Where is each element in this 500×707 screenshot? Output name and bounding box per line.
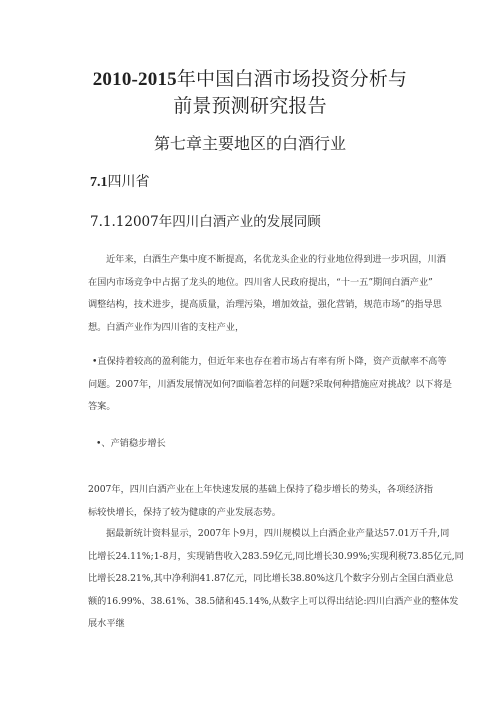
paragraph-3 [88,479,433,524]
section-heading [90,172,150,193]
paragraph-line: 额的16.99%、38.61%、38.5储和45.14%,从数字上可以得出结论:四川白酒产业的整体发 [88,595,459,607]
chapter-heading: 第七章主要地区的白酒行业 [153,134,346,153]
title-year-range: 2010-2015 [92,69,177,90]
paragraph-line: 比增长28.21%,其中净利润41.87亿元，同比增长38.80%这几个数字分别占全国白酒业总 [88,573,454,585]
section-number: 7.1 [90,175,108,190]
paragraph-line: 标较快增长，保持了较为健康的产业发展态势。 [88,506,281,518]
paragraph-4 [88,523,464,636]
paragraph-line: 在国内市场竞争中占据了龙头的地位。四川省人民政府提出，“十一五”期间白酒产业” [88,276,433,288]
paragraph-line: 据最新统计资料显示，2007年卜9月，四川规模以上白酒企业产量达57.01万千升,同 [106,528,450,539]
paragraph-line: •直保持着较高的盈利能力，但近年来也存在着市场占有率有所卜降，资产贡献率不高等 [92,356,447,367]
section-title: 四川省 [107,174,150,190]
report-title-line2: 前景预测研究报告 [173,95,327,117]
title-text: 年中国白酒市场投资分析与 [176,68,408,90]
paragraph-line: 问题。2007年，川酒发展情况如何?面临着怎样的问题?采取何种措施应对挑战？以下将是 [88,378,452,390]
paragraph-1 [88,249,446,339]
paragraph-line: 想。白酒产业作为四川省的支柱产业， [88,321,245,333]
paragraph-line: 调整结构，技术进步，提高质量，治理污染，增加效益，强化营销，规范市场”的指导思 [88,299,442,311]
bullet-heading: •、产销稳步增长 [96,438,166,449]
paragraph-line: 比增长24.11%;1-8月，实现销售收入283.59亿元,同比增长30.99%;实现利税73.85亿元,同 [88,550,464,562]
paragraph-line: 展水平继 [88,618,125,630]
report-title-line1 [40,66,460,93]
paragraph-line: 2007年，四川白酒产业在上年快速发展的基础上保持了稳步增长的势头，各项经济指 [88,484,433,495]
paragraph-line: 近年来，白酒生产集中度不断提高，名优龙头企业的行业地位得到进一步巩固，川酒 [106,254,446,265]
subsection-heading: 7.1.12007年四川白酒产业的发展同顾 [90,214,321,230]
paragraph-line: 答案。 [88,401,116,413]
paragraph-2 [88,351,452,419]
